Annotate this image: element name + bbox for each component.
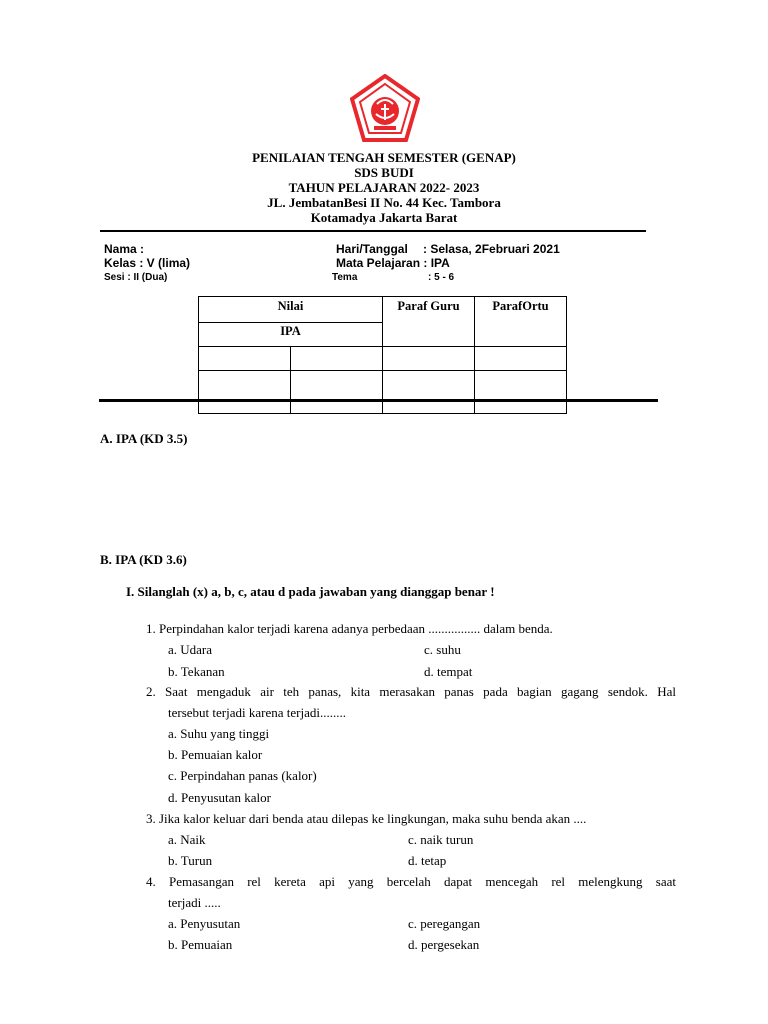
score-table bbox=[198, 296, 567, 414]
option-4d: d. pergesekan bbox=[408, 937, 480, 952]
school-address: JL. JembatanBesi II No. 44 Kec. Tambora bbox=[267, 195, 501, 210]
signature-cell bbox=[475, 371, 567, 400]
instruction-text: I. Silanglah (x) a, b, c, atau d pada jawaban yang dianggap benar ! bbox=[126, 584, 495, 599]
option-3c: c. naik turun bbox=[408, 832, 474, 847]
score-cell bbox=[291, 347, 383, 371]
section-a-heading: A. IPA (KD 3.5) bbox=[100, 431, 188, 446]
school-city: Kotamadya Jakarta Barat bbox=[310, 210, 458, 225]
exam-title: PENILAIAN TENGAH SEMESTER (GENAP) bbox=[252, 150, 516, 165]
header-divider bbox=[100, 230, 646, 232]
mapel-field: Mata Pelajaran : IPA bbox=[336, 256, 450, 270]
tema-value: : 5 - 6 bbox=[428, 272, 455, 283]
option-4b: b. Pemuaian bbox=[168, 937, 233, 952]
option-1c: c. suhu bbox=[424, 642, 461, 657]
option-3b: b. Turun bbox=[168, 853, 213, 868]
option-2c: c. Perpindahan panas (kalor) bbox=[168, 768, 317, 783]
option-1b: b. Tekanan bbox=[168, 664, 225, 679]
paraf-ortu-header: ParafOrtu bbox=[475, 297, 567, 347]
signature-cell bbox=[383, 371, 475, 400]
option-2b: b. Pemuaian kalor bbox=[168, 747, 263, 762]
question-2-line-2: tersebut terjadi karena terjadi........ bbox=[168, 705, 346, 720]
question-3: 3. Jika kalor keluar dari benda atau dilepas ke lingkungan, maka suhu benda akan .... bbox=[146, 811, 587, 826]
option-2d: d. Penyusutan kalor bbox=[168, 790, 271, 805]
table-divider bbox=[99, 399, 658, 402]
school-logo bbox=[350, 74, 420, 142]
score-cell bbox=[199, 371, 291, 400]
question-4-line-1: 4. Pemasangan rel kereta api yang bercelah dapat mencegah rel melengkung saat bbox=[146, 874, 676, 889]
school-name: SDS BUDI bbox=[354, 165, 414, 180]
option-3d: d. tetap bbox=[408, 853, 447, 868]
nama-field: Nama : bbox=[104, 242, 145, 256]
kelas-field: Kelas : V (lima) bbox=[104, 256, 191, 270]
section-b-heading: B. IPA (KD 3.6) bbox=[100, 552, 187, 567]
option-2a: a. Suhu yang tinggi bbox=[168, 726, 270, 741]
academic-year: TAHUN PELAJARAN 2022- 2023 bbox=[288, 180, 480, 195]
document-header bbox=[0, 150, 768, 225]
hari-label: Hari/Tanggal bbox=[336, 242, 408, 256]
question-1: 1. Perpindahan kalor terjadi karena adanya perbedaan ................ dalam benda. bbox=[146, 621, 553, 636]
question-4-line-2: terjadi ..... bbox=[168, 895, 221, 910]
option-4a: a. Penyusutan bbox=[168, 916, 241, 931]
signature-cell bbox=[383, 347, 475, 371]
sesi-field: Sesi : II (Dua) bbox=[104, 272, 168, 283]
tema-label: Tema bbox=[332, 272, 358, 283]
paraf-guru-header: Paraf Guru bbox=[383, 297, 475, 347]
option-3a: a. Naik bbox=[168, 832, 206, 847]
question-2-line-1: 2. Saat mengaduk air teh panas, kita merasakan panas pada bagian gagang sendok. Hal bbox=[146, 684, 676, 699]
nilai-header: Nilai bbox=[199, 297, 383, 323]
option-1d: d. tempat bbox=[424, 664, 473, 679]
option-1a: a. Udara bbox=[168, 642, 213, 657]
score-cell bbox=[291, 371, 383, 400]
score-cell bbox=[199, 347, 291, 371]
option-4c: c. peregangan bbox=[408, 916, 481, 931]
signature-cell bbox=[475, 347, 567, 371]
subject-cell: IPA bbox=[199, 323, 383, 347]
hari-value: : Selasa, 2Februari 2021 bbox=[423, 242, 560, 256]
